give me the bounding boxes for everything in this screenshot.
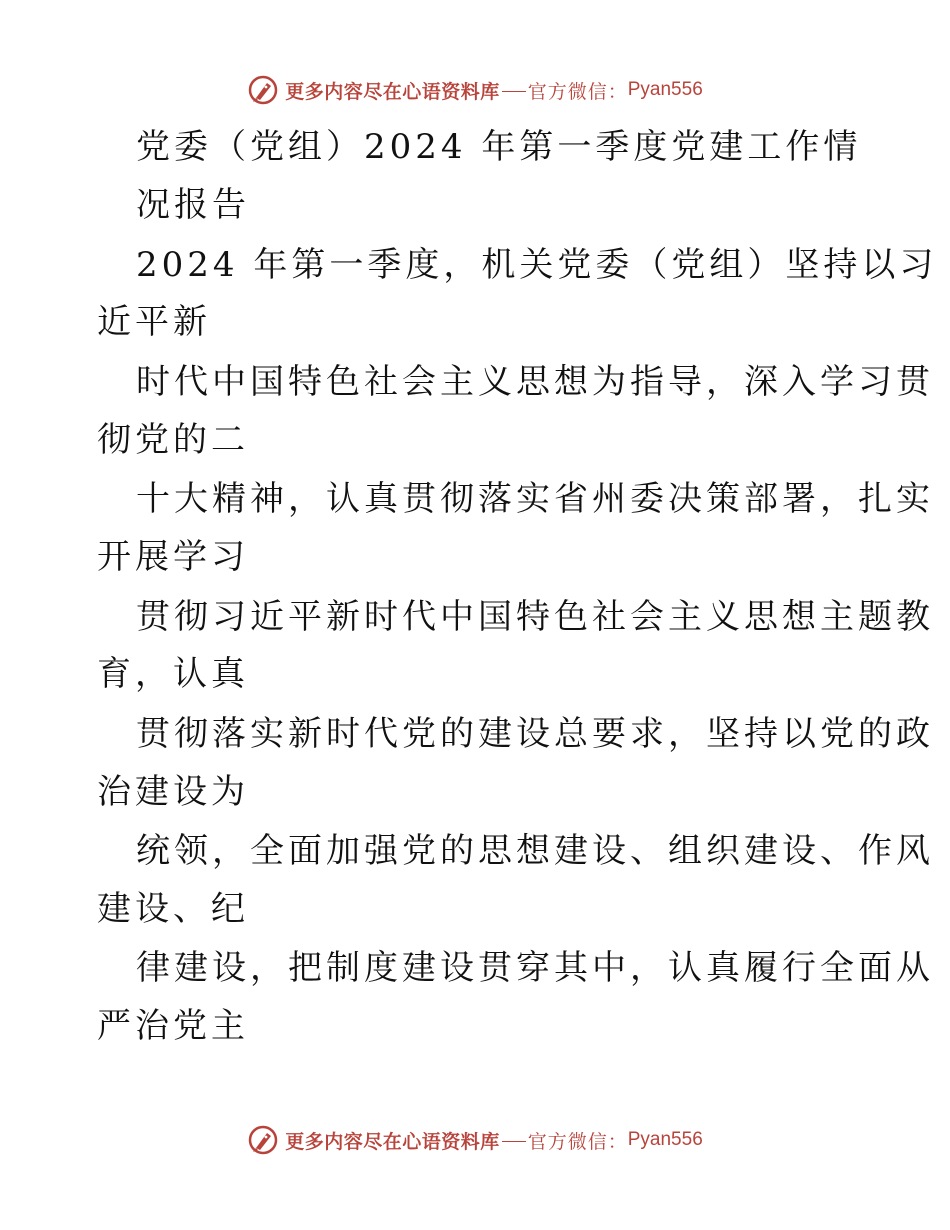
paragraph-line: 2024 年第一季度，机关党委（党组）坚持以习: [136, 245, 938, 285]
paragraph-line: 十大精神，认真贯彻落实省州委决策部署，扎实: [136, 479, 934, 519]
document-title-line-2: 况报告: [136, 185, 250, 225]
document-title-line-1: 党委（党组）2024 年第一季度党建工作情: [136, 127, 862, 167]
paragraph-line: 严治党主: [97, 1006, 249, 1046]
paragraph-line: 律建设，把制度建设贯穿其中，认真履行全面从: [136, 948, 934, 988]
footer-watermark: [0, 1120, 950, 1160]
watermark-main-text: 更多内容尽在心语资料库: [285, 80, 500, 103]
paragraph-line: 统领，全面加强党的思想建设、组织建设、作风: [136, 831, 934, 871]
paragraph-line: 建设、纪: [97, 889, 249, 929]
watermark-dash: [502, 1141, 526, 1142]
watermark-sub-text: 官方微信：: [527, 80, 628, 103]
watermark-sub-text: 官方微信：: [527, 1130, 628, 1153]
paragraph-line: 贯彻落实新时代党的建设总要求，坚持以党的政: [136, 714, 934, 754]
watermark-main-text: 更多内容尽在心语资料库: [285, 1130, 500, 1153]
paragraph-line: 治建设为: [97, 772, 249, 812]
paragraph-line: 时代中国特色社会主义思想为指导，深入学习贯: [136, 362, 934, 402]
paragraph-line: 彻党的二: [97, 420, 249, 460]
watermark-account-id: Pyan556: [627, 1129, 703, 1150]
paragraph-line: 贯彻习近平新时代中国特色社会主义思想主题教: [136, 597, 934, 637]
paragraph-line: 育，认真: [97, 654, 249, 694]
pen-nib-logo-icon: [247, 1124, 279, 1156]
paragraph-line: 开展学习: [97, 537, 249, 577]
watermark-account-id: Pyan556: [627, 79, 703, 100]
paragraph-line: 近平新: [97, 302, 211, 342]
